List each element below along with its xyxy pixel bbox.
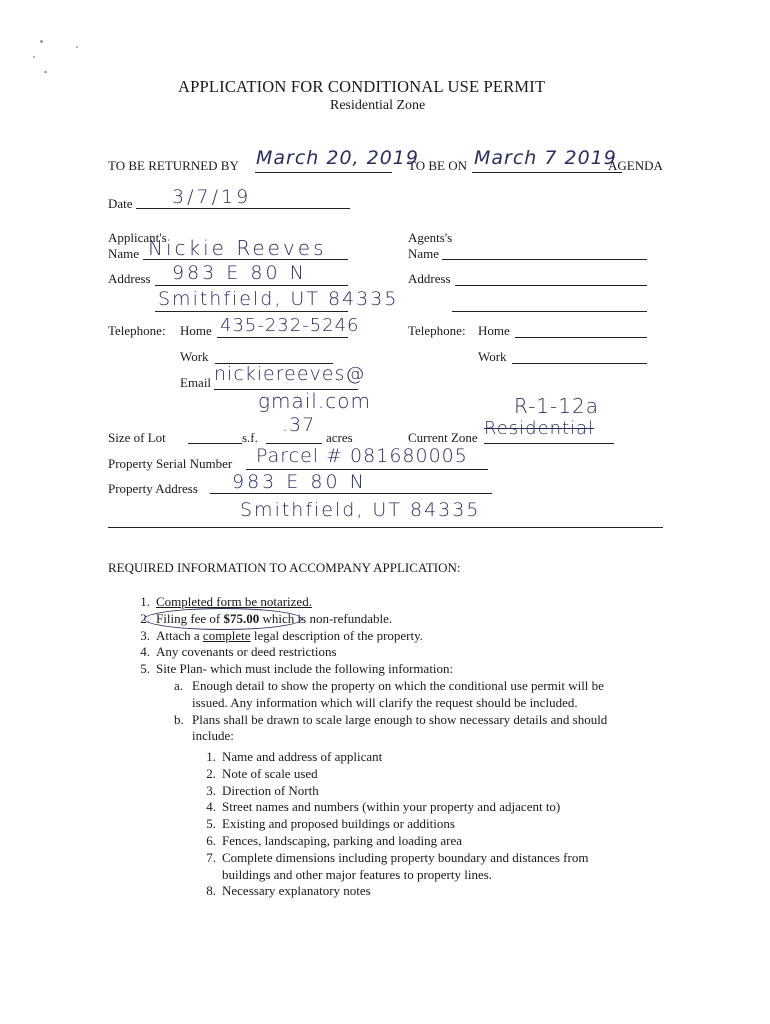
serial-number-line — [246, 469, 488, 470]
sub-item-b-cont: include: — [192, 728, 234, 744]
agent-address-label: Address — [408, 271, 451, 286]
list-item: 8. Necessary explanatory notes — [206, 883, 371, 899]
agent-address-field-2[interactable] — [452, 311, 647, 312]
applicant-address-line1[interactable]: 983 E 80 N — [172, 262, 307, 284]
acres-value[interactable]: .37 — [282, 414, 316, 436]
agent-home-label: Home — [478, 323, 510, 338]
applicant-email-label: Email — [180, 375, 212, 390]
scan-speck — [40, 40, 43, 43]
item-text: Filing fee of $75.00 which is non-refundable. — [156, 610, 393, 626]
applicant-telephone-label: Telephone: — [108, 323, 166, 338]
applicant-name-label: Name — [108, 246, 140, 261]
applicant-address-line2[interactable]: Smithfield, UT 84335 — [158, 288, 399, 310]
property-address-value-2[interactable]: Smithfield, UT 84335 — [240, 499, 481, 521]
list-item: 2. Note of scale used — [206, 765, 318, 781]
scan-speck — [44, 71, 47, 73]
returned-by-label: TO BE RETURNED BY — [108, 158, 239, 173]
applicant-work-label: Work — [180, 349, 209, 364]
size-of-lot-label: Size of Lot — [108, 430, 166, 445]
property-address-value-1[interactable]: 983 E 80 N — [232, 471, 367, 493]
section-divider — [108, 527, 663, 528]
item-text: Any covenants or deed restrictions — [156, 644, 337, 660]
applicant-address-label: Address — [108, 271, 151, 286]
item-number: 3. — [140, 627, 150, 643]
current-zone-value[interactable]: Residential — [484, 418, 595, 439]
applicant-home-label: Home — [180, 323, 212, 338]
applicant-address-line-2 — [155, 311, 348, 312]
item-number: 2. — [140, 610, 150, 626]
item-text: Attach a complete legal description of the property. — [156, 627, 424, 643]
handdrawn-circle-mark — [144, 608, 302, 630]
list-item — [128, 661, 607, 678]
form-title: APPLICATION FOR CONDITIONAL USE PERMIT — [178, 77, 546, 96]
sf-label: s.f. — [242, 430, 258, 445]
item-number: 5. — [140, 661, 150, 677]
agent-address-field[interactable] — [455, 285, 647, 286]
agent-name-label: Name — [408, 246, 440, 261]
agenda-on-label: TO BE ON — [408, 158, 467, 173]
list-item: buildings and other major features to property lines. — [222, 866, 493, 882]
property-address-label: Property Address — [108, 481, 198, 496]
returned-by-value[interactable]: March 20, 2019 — [256, 147, 419, 169]
agent-work-label: Work — [478, 349, 507, 364]
returned-by-line — [255, 172, 392, 173]
scan-speck — [33, 56, 35, 58]
applicant-address-line — [155, 285, 348, 286]
list-item: 5. Existing and proposed buildings or additions — [206, 816, 455, 832]
sub-item-b: b. Plans shall be drawn to scale large enough to show necessary details and should — [174, 711, 608, 727]
list-item — [128, 628, 607, 645]
list-item — [128, 644, 607, 661]
sub-item-a: a. Enough detail to show the property on which the conditional use permit will be — [174, 677, 604, 693]
plan-items-list — [194, 749, 588, 900]
current-zone-label: Current Zone — [408, 430, 478, 445]
applicant-home-line — [217, 337, 348, 338]
applicant-email-value-1[interactable]: nickiereeves@ — [214, 363, 366, 385]
item-number: 1. — [140, 594, 150, 609]
applicant-home-value[interactable]: 435-232-5246 — [220, 315, 360, 336]
item-text: Completed form be notarized. — [156, 594, 312, 609]
list-item: 1. Name and address of applicant — [206, 749, 383, 764]
date-label: Date — [108, 196, 133, 211]
agent-work-field[interactable] — [512, 363, 647, 364]
form-subtitle: Residential Zone — [330, 98, 426, 113]
agent-home-field[interactable] — [515, 337, 647, 338]
applicant-label: Applicant's — [108, 230, 167, 245]
property-address-line — [210, 493, 492, 494]
list-item: 6. Fences, landscaping, parking and loading area — [206, 832, 463, 848]
acres-line — [266, 443, 322, 444]
size-of-lot-field[interactable] — [188, 443, 242, 444]
zone-note: R-1-12a — [514, 394, 599, 418]
agenda-label: AGENDA — [608, 158, 663, 173]
date-value[interactable]: 3/7/19 — [172, 186, 252, 208]
sub-item-a-cont: issued. Any information which will clarify the request should be included. — [192, 694, 578, 710]
date-line — [136, 208, 350, 209]
current-zone-line — [484, 443, 614, 444]
list-item: 3. Direction of North — [206, 782, 319, 798]
item-text: Site Plan- which must include the following information: — [156, 661, 454, 677]
agent-label: Agents's — [408, 230, 453, 245]
filing-fee-amount: $75.00 — [223, 610, 260, 626]
applicant-name-value[interactable]: Nickie Reeves — [148, 236, 327, 260]
agent-name-field[interactable] — [442, 259, 647, 260]
agenda-on-line — [472, 172, 622, 173]
applicant-email-value-2[interactable]: gmail.com — [258, 389, 371, 413]
serial-number-value[interactable]: Parcel # 081680005 — [256, 445, 468, 467]
acres-label: acres — [326, 430, 353, 445]
serial-number-label: Property Serial Number — [108, 456, 233, 471]
agenda-on-value[interactable]: March 7 2019 — [474, 147, 617, 169]
list-item: 7. Complete dimensions including property boundary and distances from — [206, 849, 589, 865]
item-number: 4. — [140, 644, 150, 660]
scan-speck — [76, 46, 78, 48]
list-item: 4. Street names and numbers (within your property and adjacent to) — [206, 799, 561, 815]
required-info-heading: REQUIRED INFORMATION TO ACCOMPANY APPLICATION: — [108, 560, 461, 575]
agent-telephone-label: Telephone: — [408, 323, 466, 338]
